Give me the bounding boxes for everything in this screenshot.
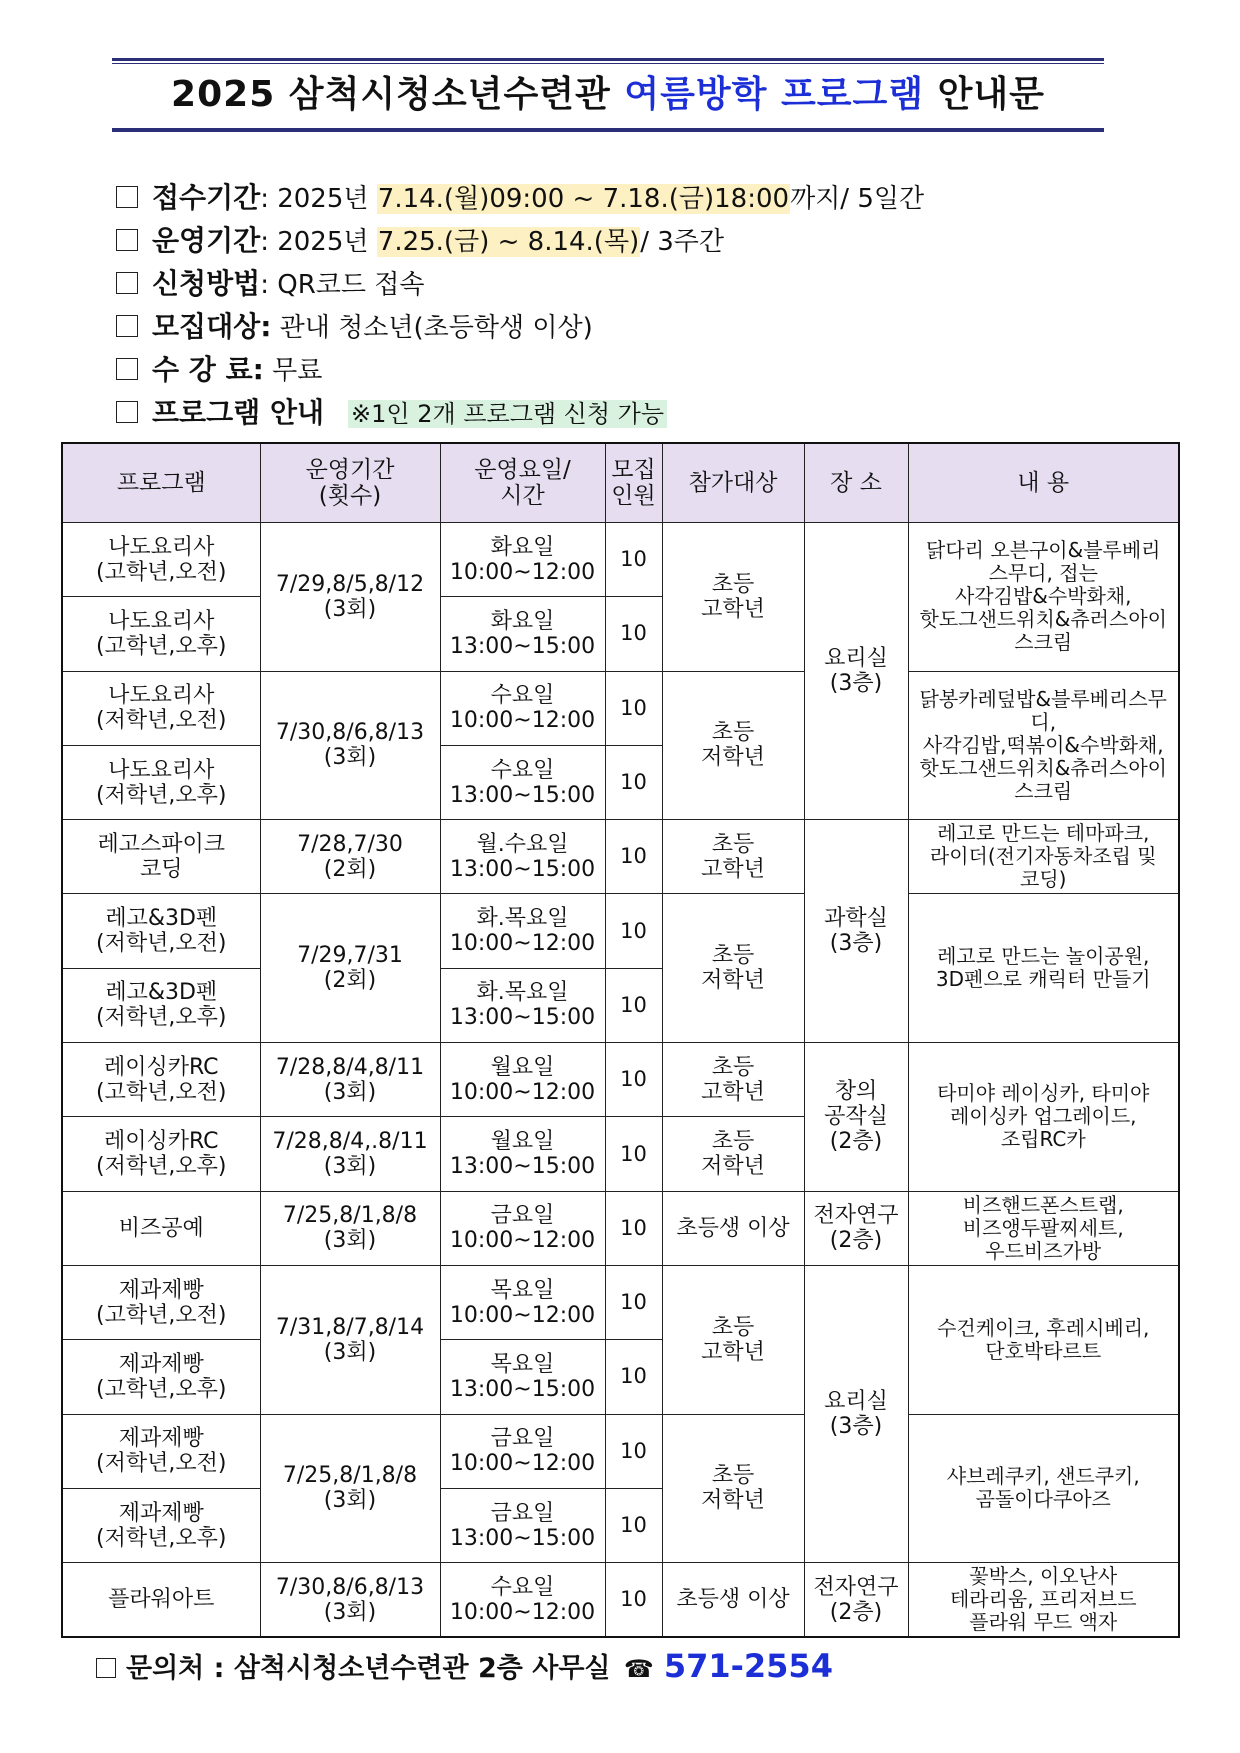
cell-content: 레고로 만드는 놀이공원, 3D펜으로 캐릭터 만들기 xyxy=(908,894,1179,1043)
header-content: 내 용 xyxy=(908,443,1179,523)
cell-period: 7/30,8/6,8/13 (3회) xyxy=(260,671,440,820)
cell-program: 레이싱카RC (저학년,오후) xyxy=(62,1117,260,1191)
cell-day: 화요일 13:00~15:00 xyxy=(440,597,605,671)
title-bottom-rule xyxy=(112,129,1104,132)
info-text: : 2025년 xyxy=(260,184,377,214)
checkbox-square-icon xyxy=(116,401,138,423)
info-text: 관내 청소년(초등학생 이상) xyxy=(271,313,593,343)
info-text: : 2025년 xyxy=(260,227,377,257)
cell-count: 10 xyxy=(605,1488,662,1562)
cell-program: 레고스파이크 코딩 xyxy=(62,820,260,894)
cell-period: 7/29,8/5,8/12 (3회) xyxy=(260,523,440,672)
info-row-fee xyxy=(116,348,1116,391)
cell-count: 10 xyxy=(605,1191,662,1265)
cell-count: 10 xyxy=(605,1117,662,1191)
info-row-application-period xyxy=(116,176,1116,219)
info-list xyxy=(116,176,1116,434)
cell-program: 나도요리사 (저학년,오후) xyxy=(62,745,260,819)
cell-place: 전자연구 (2층) xyxy=(804,1563,908,1637)
checkbox-square-icon xyxy=(96,1658,116,1678)
contact-label: 문의처 : 삼척시청소년수련관 2층 사무실 xyxy=(126,1653,611,1684)
header-period: 운영기간 (횟수) xyxy=(260,443,440,523)
cell-place: 창의 공작실 (2층) xyxy=(804,1043,908,1192)
cell-place: 전자연구 (2층) xyxy=(804,1191,908,1265)
checkbox-square-icon xyxy=(116,315,138,337)
cell-target: 초등 고학년 xyxy=(662,1265,804,1414)
cell-target: 초등 고학년 xyxy=(662,523,804,672)
cell-program: 제과제빵 (저학년,오전) xyxy=(62,1414,260,1488)
cell-program: 플라워아트 xyxy=(62,1563,260,1637)
info-text-post: 까지/ 5일간 xyxy=(790,184,925,214)
cell-period: 7/28,7/30 (2회) xyxy=(260,820,440,894)
info-label: 수 강 료: xyxy=(152,353,264,386)
cell-day: 화.목요일 13:00~15:00 xyxy=(440,968,605,1042)
cell-count: 10 xyxy=(605,523,662,597)
cell-program: 레이싱카RC (고학년,오전) xyxy=(62,1043,260,1117)
cell-day: 월요일 10:00~12:00 xyxy=(440,1043,605,1117)
title-top-rule xyxy=(112,58,1104,61)
contact-phone: 571-2554 xyxy=(663,1647,833,1685)
checkbox-square-icon xyxy=(116,358,138,380)
table-row xyxy=(62,1043,1179,1117)
cell-place: 과학실 (3층) xyxy=(804,820,908,1043)
cell-day: 수요일 13:00~15:00 xyxy=(440,745,605,819)
cell-content: 꽃박스, 이오난사 테라리움, 프리저브드 플라워 무드 액자 xyxy=(908,1563,1179,1637)
cell-day: 목요일 13:00~15:00 xyxy=(440,1340,605,1414)
checkbox-square-icon xyxy=(116,272,138,294)
cell-content: 수건케이크, 후레시베리, 단호박타르트 xyxy=(908,1265,1179,1414)
title-block xyxy=(112,58,1104,132)
cell-content: 샤브레쿠키, 샌드쿠키, 곰돌이다쿠아즈 xyxy=(908,1414,1179,1563)
header-count: 모집 인원 xyxy=(605,443,662,523)
table-row xyxy=(62,1265,1179,1339)
cell-target: 초등생 이상 xyxy=(662,1563,804,1637)
cell-period: 7/31,8/7,8/14 (3회) xyxy=(260,1265,440,1414)
cell-target: 초등 고학년 xyxy=(662,1043,804,1117)
cell-content: 레고로 만드는 테마파크, 라이더(전기자동차조립 및 코딩) xyxy=(908,820,1179,894)
cell-period: 7/29,7/31 (2회) xyxy=(260,894,440,1043)
cell-target: 초등 저학년 xyxy=(662,1414,804,1563)
cell-program: 나도요리사 (저학년,오전) xyxy=(62,671,260,745)
table-row xyxy=(62,1563,1179,1637)
cell-count: 10 xyxy=(605,671,662,745)
cell-count: 10 xyxy=(605,745,662,819)
cell-period: 7/25,8/1,8/8 (3회) xyxy=(260,1414,440,1563)
table-header-row xyxy=(62,443,1179,523)
cell-day: 수요일 10:00~12:00 xyxy=(440,1563,605,1637)
cell-day: 월.수요일 13:00~15:00 xyxy=(440,820,605,894)
cell-count: 10 xyxy=(605,968,662,1042)
cell-program: 나도요리사 (고학년,오후) xyxy=(62,597,260,671)
cell-content: 비즈핸드폰스트랩, 비즈앵두팔찌세트, 우드비즈가방 xyxy=(908,1191,1179,1265)
info-text-post: / 3주간 xyxy=(640,227,725,257)
cell-day: 화요일 10:00~12:00 xyxy=(440,523,605,597)
info-row-target xyxy=(116,305,1116,348)
cell-place: 요리실 (3층) xyxy=(804,1265,908,1562)
info-label: 운영기간 xyxy=(152,224,261,257)
info-row-operation-period xyxy=(116,219,1116,262)
info-label: 프로그램 안내 xyxy=(152,396,325,429)
cell-content: 닭봉카레덮밥&블루베리스무 디, 사각김밥,떡볶이&수박화채, 핫도그샌드위치&츄러스아이 스크림 xyxy=(908,671,1179,820)
cell-period: 7/30,8/6,8/13 (3회) xyxy=(260,1563,440,1637)
cell-program: 제과제빵 (저학년,오후) xyxy=(62,1488,260,1562)
cell-period: 7/28,8/4,8/11 (3회) xyxy=(260,1043,440,1117)
info-text: : QR코드 접속 xyxy=(260,270,425,300)
page-title xyxy=(112,64,1104,126)
cell-day: 금요일 10:00~12:00 xyxy=(440,1191,605,1265)
phone-icon: ☎ xyxy=(623,1655,654,1683)
cell-count: 10 xyxy=(605,597,662,671)
cell-count: 10 xyxy=(605,894,662,968)
info-label: 신청방법 xyxy=(152,267,261,300)
cell-target: 초등 저학년 xyxy=(662,671,804,820)
info-label: 접수기간 xyxy=(152,181,261,214)
cell-count: 10 xyxy=(605,1340,662,1414)
header-day: 운영요일/ 시간 xyxy=(440,443,605,523)
table-row xyxy=(62,1191,1179,1265)
cell-target: 초등생 이상 xyxy=(662,1191,804,1265)
cell-program: 비즈공예 xyxy=(62,1191,260,1265)
title-year: 2025 xyxy=(171,74,276,115)
cell-program: 레고&3D펜 (저학년,오후) xyxy=(62,968,260,1042)
cell-count: 10 xyxy=(605,1563,662,1637)
table-row xyxy=(62,820,1179,894)
header-target: 참가대상 xyxy=(662,443,804,523)
info-row-program-guide xyxy=(116,391,1116,434)
cell-day: 월요일 13:00~15:00 xyxy=(440,1117,605,1191)
cell-day: 금요일 13:00~15:00 xyxy=(440,1488,605,1562)
cell-place: 요리실 (3층) xyxy=(804,523,908,820)
cell-period: 7/25,8/1,8/8 (3회) xyxy=(260,1191,440,1265)
checkbox-square-icon xyxy=(116,229,138,251)
cell-content: 타미야 레이싱카, 타미야 레이싱카 업그레이드, 조립RC카 xyxy=(908,1043,1179,1192)
cell-day: 화.목요일 10:00~12:00 xyxy=(440,894,605,968)
cell-program: 나도요리사 (고학년,오전) xyxy=(62,523,260,597)
cell-count: 10 xyxy=(605,820,662,894)
table-row xyxy=(62,894,1179,968)
info-row-application-method xyxy=(116,262,1116,305)
checkbox-square-icon xyxy=(116,186,138,208)
title-org: 삼척시청소년수련관 xyxy=(288,74,611,115)
contact-footer xyxy=(96,1644,833,1691)
info-text: 무료 xyxy=(263,356,323,386)
cell-content: 닭다리 오븐구이&블루베리 스무디, 접는 사각김밥&수박화채, 핫도그샌드위치&츄러스아이 스크림 xyxy=(908,523,1179,672)
cell-count: 10 xyxy=(605,1414,662,1488)
title-highlight: 여름방학 프로그램 xyxy=(624,74,925,115)
cell-day: 목요일 10:00~12:00 xyxy=(440,1265,605,1339)
cell-target: 초등 고학년 xyxy=(662,820,804,894)
program-note: ※1인 2개 프로그램 신청 가능 xyxy=(348,400,667,428)
cell-program: 레고&3D펜 (저학년,오전) xyxy=(62,894,260,968)
cell-count: 10 xyxy=(605,1265,662,1339)
cell-day: 금요일 10:00~12:00 xyxy=(440,1414,605,1488)
cell-target: 초등 저학년 xyxy=(662,1117,804,1191)
info-highlight: 7.14.(월)09:00 ~ 7.18.(금)18:00 xyxy=(377,184,790,214)
program-table xyxy=(61,442,1180,1638)
cell-target: 초등 저학년 xyxy=(662,894,804,1043)
cell-program: 제과제빵 (고학년,오후) xyxy=(62,1340,260,1414)
info-label: 모집대상: xyxy=(152,310,272,343)
table-row xyxy=(62,523,1179,597)
cell-period: 7/28,8/4,.8/11 (3회) xyxy=(260,1117,440,1191)
table-row xyxy=(62,671,1179,745)
header-place: 장 소 xyxy=(804,443,908,523)
title-suffix: 안내문 xyxy=(937,74,1045,115)
cell-day: 수요일 10:00~12:00 xyxy=(440,671,605,745)
cell-program: 제과제빵 (고학년,오전) xyxy=(62,1265,260,1339)
table-row xyxy=(62,1414,1179,1488)
cell-count: 10 xyxy=(605,1043,662,1117)
info-highlight: 7.25.(금) ~ 8.14.(목) xyxy=(377,227,640,257)
header-program: 프로그램 xyxy=(62,443,260,523)
